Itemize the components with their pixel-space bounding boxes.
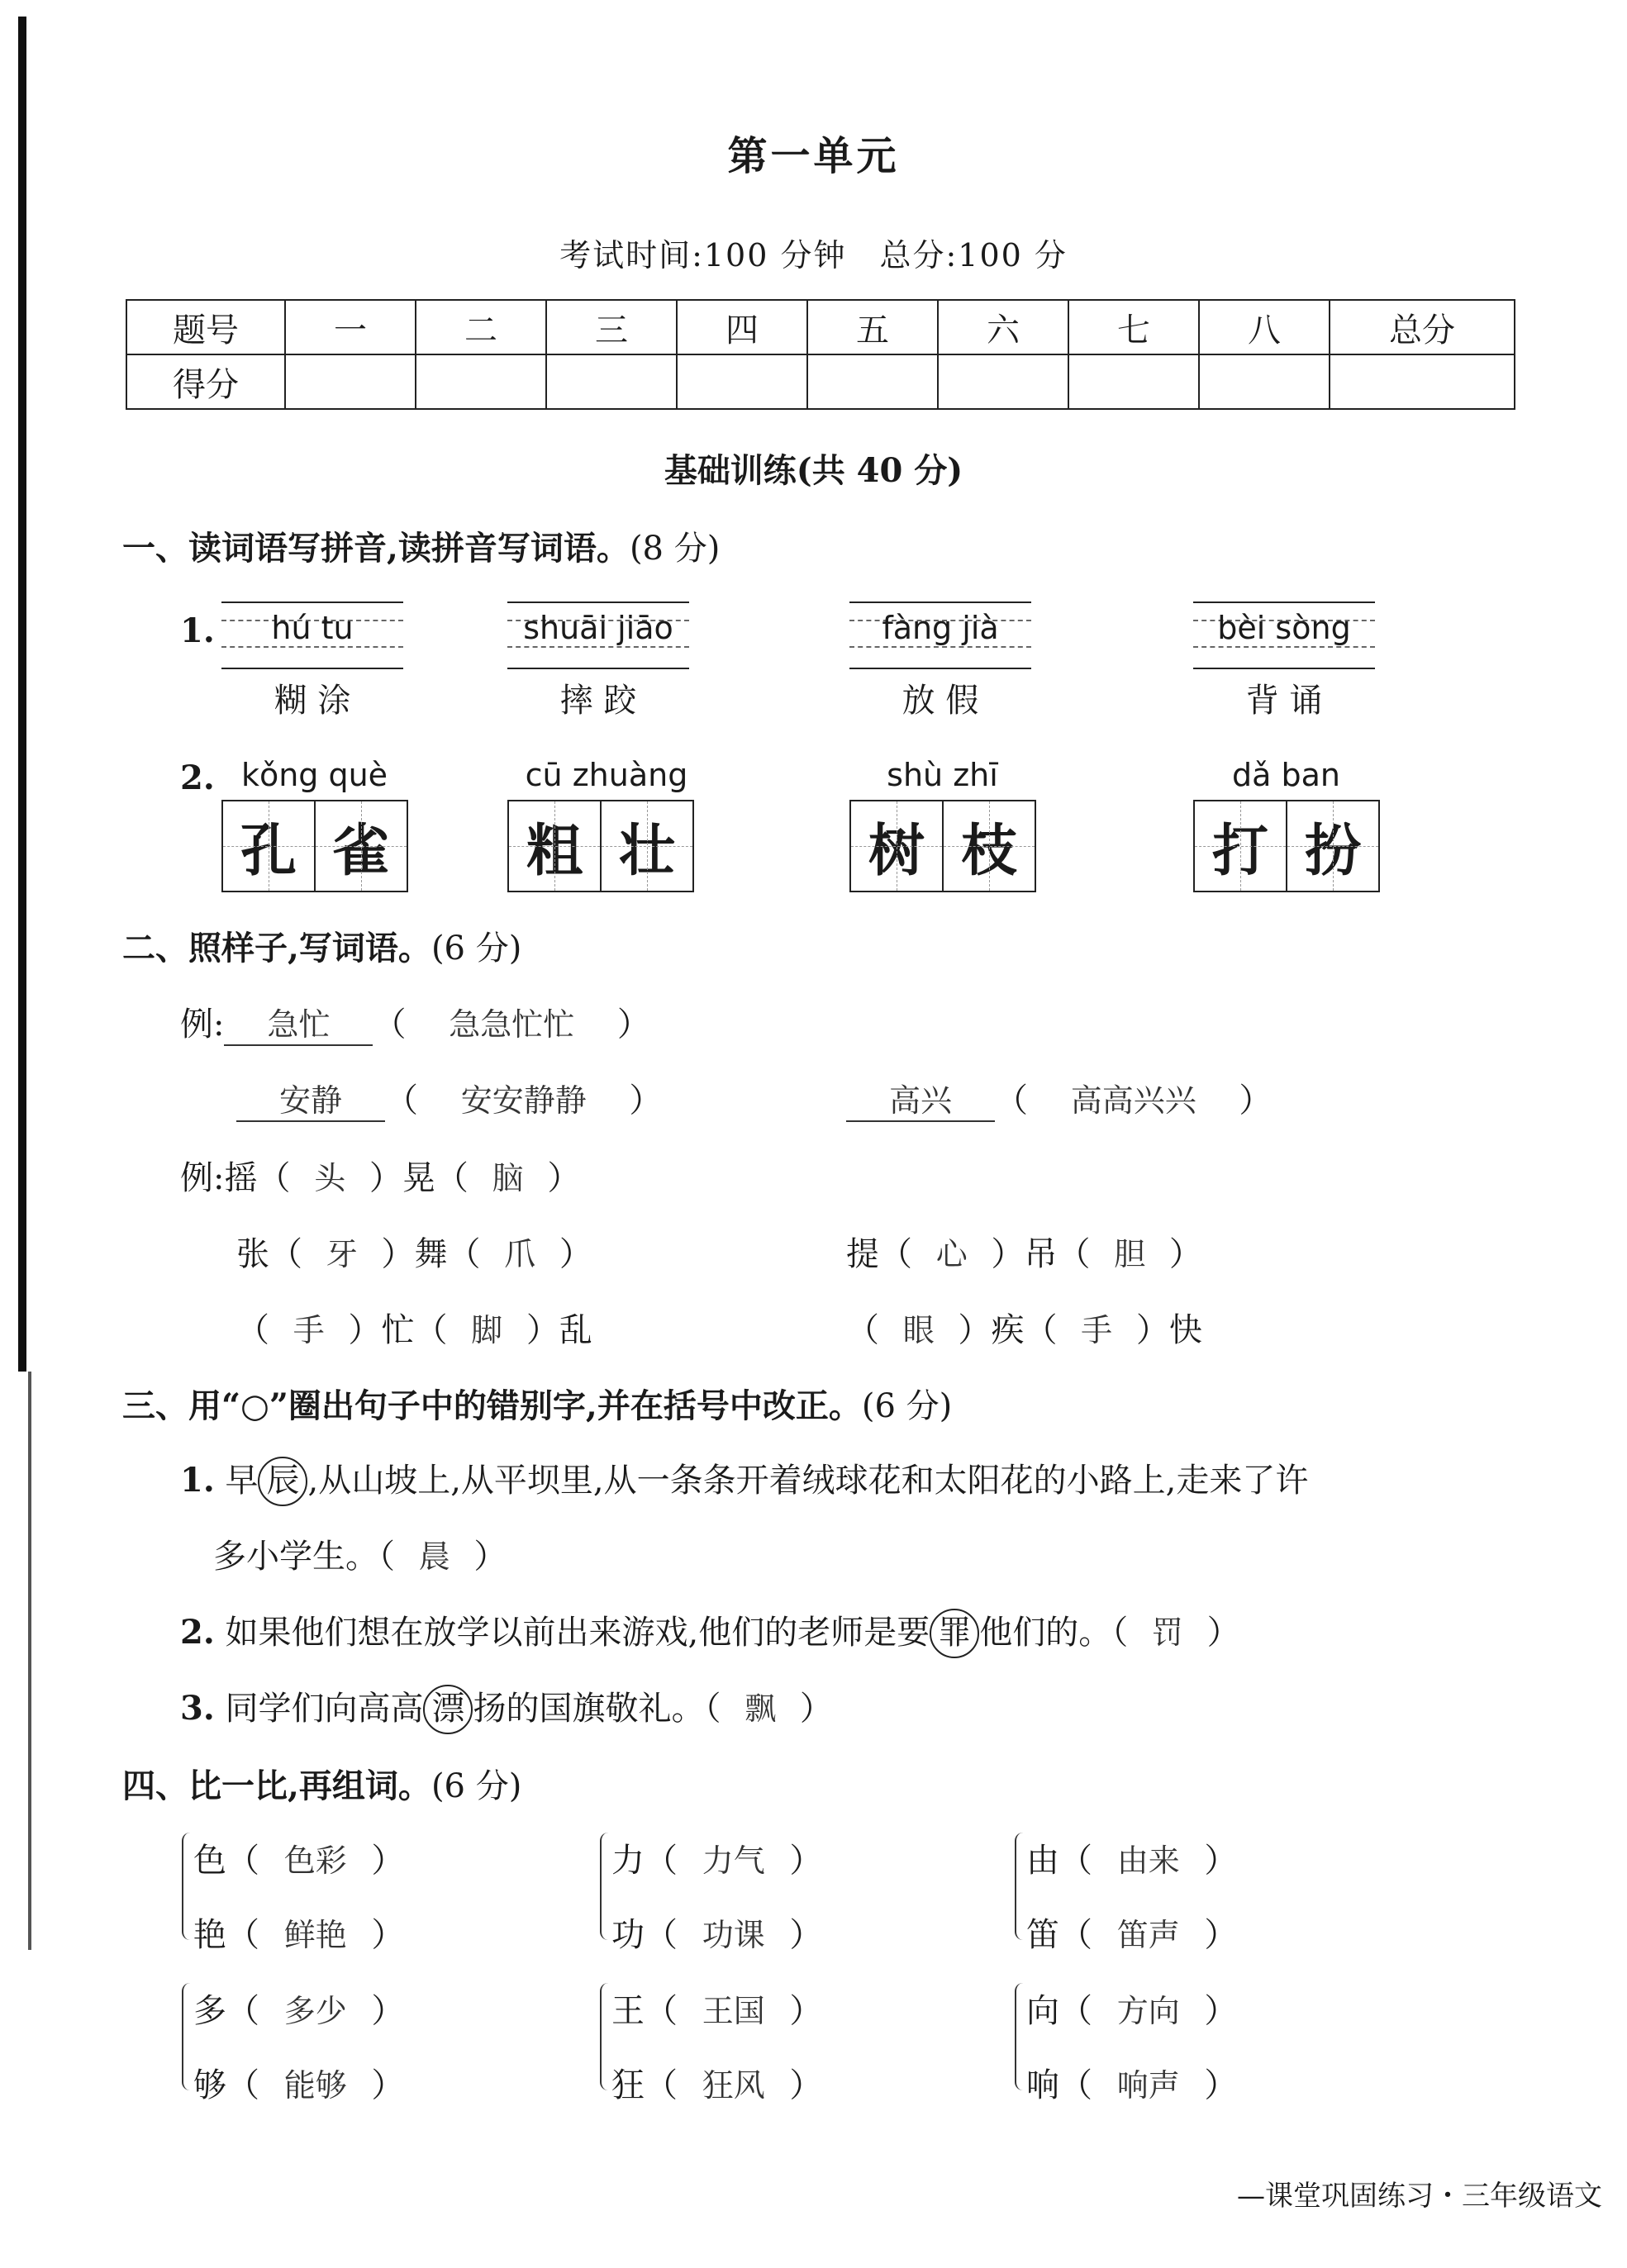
character-cell: 枝 xyxy=(942,801,1035,891)
score-cell xyxy=(677,354,807,409)
idiom-char: 吊 xyxy=(1024,1235,1058,1273)
pinyin-prompt: cū zhuàng xyxy=(525,757,688,793)
compare-char: 狂 xyxy=(611,2066,645,2104)
question-3-text: 三、用“○”圈出句子中的错别字,并在括号中改正。 xyxy=(122,1386,862,1425)
score-cell xyxy=(546,354,677,409)
compare-answer: 方向 xyxy=(1116,1993,1180,2029)
compare-char: 艳 xyxy=(193,1916,226,1954)
example-answer: 头 xyxy=(314,1160,346,1196)
score-header-cell: 题号 xyxy=(126,300,285,354)
compare-answer: 狂风 xyxy=(702,2067,765,2104)
q3-sentence-1 xyxy=(180,1454,1308,1506)
sentence-text: 如果他们想在放学以前出来游戏,他们的老师是要 xyxy=(225,1614,930,1652)
score-table-header-row xyxy=(126,300,1515,354)
compare-char: 力 xyxy=(611,1842,645,1880)
example-word: 急忙 xyxy=(224,999,373,1046)
page-footer: —课堂巩固练习・三年级语文 xyxy=(1237,2180,1602,2213)
binding-edge-shadow xyxy=(28,1372,31,1950)
compare-item: 色（ 色彩 ） xyxy=(193,1834,404,1881)
character-writing-box xyxy=(221,800,408,892)
example-char: 摇 xyxy=(224,1159,258,1197)
idiom-char: 张 xyxy=(236,1235,269,1273)
q2-idiom-item: （ 手 ）忙（ 脚 ）乱 xyxy=(236,1304,592,1351)
score-header-cell: 七 xyxy=(1068,300,1199,354)
sentence-number: 1. xyxy=(180,1461,215,1500)
character-cell: 打 xyxy=(1195,801,1286,891)
compare-item: 王（ 王国 ） xyxy=(611,1985,822,2032)
idiom-char: 乱 xyxy=(559,1311,592,1349)
character-cell: 粗 xyxy=(509,801,600,891)
compare-char: 响 xyxy=(1026,2066,1059,2104)
character-cell: 树 xyxy=(851,801,942,891)
q2-example-2: 例:摇（ 头 ）晃（ 脑 ） xyxy=(180,1152,580,1199)
idiom-answer: 眼 xyxy=(902,1312,935,1348)
compare-char: 向 xyxy=(1026,1992,1059,2030)
compare-answer: 响声 xyxy=(1116,2067,1180,2104)
score-header-cell: 四 xyxy=(677,300,807,354)
answer-word: 高高兴兴 xyxy=(1070,1082,1196,1119)
compare-char: 色 xyxy=(193,1842,226,1880)
pinyin-prompt: shù zhī xyxy=(887,757,998,793)
score-header-cell: 三 xyxy=(546,300,677,354)
question-2-heading xyxy=(122,922,521,969)
compare-answer: 功课 xyxy=(702,1917,765,1953)
answer-word: 安安静静 xyxy=(460,1082,587,1119)
q2-example-1: 例: 急忙 （ 急急忙忙 ） xyxy=(180,998,650,1046)
q3-sentence-1-cont: 多小学生。（ 晨 ） xyxy=(213,1530,507,1577)
idiom-answer: 爪 xyxy=(504,1236,536,1272)
idiom-answer: 胆 xyxy=(1114,1236,1146,1272)
correction-answer: 飘 xyxy=(745,1690,777,1727)
pinyin-answer: bèi sòng xyxy=(1217,610,1351,646)
idiom-answer: 手 xyxy=(293,1312,325,1348)
question-3-heading xyxy=(122,1380,952,1427)
pinyin-answer: hú tu xyxy=(271,610,354,646)
compare-answer: 能够 xyxy=(283,2067,347,2104)
sentence-text: ,从山坡上,从平坝里,从一条条开着绒球花和太阳花的小路上,走来了许 xyxy=(307,1462,1309,1500)
character-writing-box xyxy=(507,800,694,892)
question-3-points: (6 分) xyxy=(861,1387,953,1425)
sentence-number: 2. xyxy=(180,1613,215,1652)
character-cell: 扮 xyxy=(1286,801,1378,891)
question-2-text: 二、照样子,写词语。 xyxy=(122,929,431,968)
section-title: 基础训练(共 40 分) xyxy=(664,451,963,490)
q2-idiom-item: （ 眼 ）疾（ 手 ）快 xyxy=(846,1304,1202,1351)
word-label: 糊 涂 xyxy=(274,682,351,720)
compare-item: 由（ 由来 ） xyxy=(1026,1834,1237,1881)
compare-answer: 由来 xyxy=(1116,1842,1180,1879)
character-cell: 雀 xyxy=(314,801,407,891)
given-word: 安静 xyxy=(236,1075,385,1122)
idiom-char: 快 xyxy=(1168,1311,1202,1349)
compare-answer: 王国 xyxy=(702,1993,765,2029)
correction-answer: 罚 xyxy=(1151,1614,1183,1651)
q2-idiom-item: 提（ 心 ）吊（ 胆 ） xyxy=(846,1228,1202,1275)
compare-item: 响（ 响声 ） xyxy=(1026,2059,1237,2106)
idiom-char: 忙 xyxy=(381,1311,415,1349)
sentence-text: 早 xyxy=(225,1462,259,1500)
q2-item: 安静 （ 安安静静 ） xyxy=(236,1074,662,1122)
pinyin-answer: shuāi jiāo xyxy=(523,610,673,646)
question-4-points: (6 分) xyxy=(431,1767,522,1805)
compare-answer: 力气 xyxy=(702,1842,765,1879)
score-header-cell: 六 xyxy=(938,300,1068,354)
pinyin-answer: fàng jià xyxy=(882,610,999,646)
q3-sentence-2: 2. 如果他们想在放学以前出来游戏,他们的老师是要 罪 他们的。（ 罚 ） xyxy=(180,1606,1240,1658)
q3-sentence-3: 3. 同学们向高高 漂 扬的国旗敬礼。（ 飘 ） xyxy=(180,1682,833,1734)
character-cell: 孔 xyxy=(223,801,314,891)
circled-wrong-char: 辰 xyxy=(258,1457,307,1506)
circled-wrong-char: 漂 xyxy=(423,1685,473,1734)
question-4-heading xyxy=(122,1760,521,1807)
score-cell xyxy=(1330,354,1515,409)
example-answer: 急急忙忙 xyxy=(449,1006,575,1043)
compare-answer: 色彩 xyxy=(283,1842,347,1879)
sentence-text: 他们的。 xyxy=(979,1614,1112,1652)
compare-item: 笛（ 笛声 ） xyxy=(1026,1909,1237,1956)
compare-answer: 多少 xyxy=(283,1993,347,2029)
sentence-text: 同学们向高高 xyxy=(225,1690,424,1728)
compare-char: 王 xyxy=(611,1992,645,2030)
example-char: 晃 xyxy=(402,1159,435,1197)
compare-item: 狂（ 狂风 ） xyxy=(611,2059,822,2106)
score-header-cell: 五 xyxy=(807,300,938,354)
score-cell xyxy=(807,354,938,409)
word-label: 背 诵 xyxy=(1245,682,1323,720)
word-label: 摔 跤 xyxy=(559,682,637,720)
idiom-answer: 脚 xyxy=(471,1312,503,1348)
idiom-char: 提 xyxy=(846,1235,879,1273)
question-2-points: (6 分) xyxy=(431,930,522,968)
score-cell xyxy=(938,354,1068,409)
score-header-cell: 一 xyxy=(285,300,416,354)
pinyin-prompt: kǒng què xyxy=(240,757,388,793)
circled-wrong-char: 罪 xyxy=(930,1609,979,1658)
compare-item: 艳（ 鲜艳 ） xyxy=(193,1909,404,1956)
question-1-heading xyxy=(122,522,720,569)
example-label: 例: xyxy=(180,1159,225,1197)
compare-char: 由 xyxy=(1026,1842,1059,1880)
sentence-text: 多小学生。 xyxy=(213,1538,378,1576)
compare-answer: 笛声 xyxy=(1116,1917,1180,1953)
compare-item: 力（ 力气 ） xyxy=(611,1834,822,1881)
page-title: 第一单元 xyxy=(727,133,900,179)
question-4-text: 四、比一比,再组词。 xyxy=(122,1766,431,1805)
idiom-answer: 手 xyxy=(1081,1312,1113,1348)
question-1-points: (8 分) xyxy=(629,530,721,568)
given-word: 高兴 xyxy=(846,1075,995,1122)
compare-answer: 鲜艳 xyxy=(283,1917,347,1953)
compare-item: 功（ 功课 ） xyxy=(611,1909,822,1956)
sentence-text: 扬的国旗敬礼。 xyxy=(473,1690,705,1728)
score-cell xyxy=(1068,354,1199,409)
score-table xyxy=(126,299,1515,410)
example-answer: 脑 xyxy=(492,1160,524,1196)
example-label: 例: xyxy=(180,1006,225,1044)
score-cell xyxy=(416,354,546,409)
score-header-cell: 八 xyxy=(1199,300,1330,354)
q1-part2-label: 2. xyxy=(180,758,215,797)
character-cell: 壮 xyxy=(600,801,692,891)
score-cell xyxy=(285,354,416,409)
character-writing-box xyxy=(1193,800,1380,892)
score-header-cell: 二 xyxy=(416,300,546,354)
compare-char: 多 xyxy=(193,1992,226,2030)
character-writing-box xyxy=(849,800,1036,892)
score-cell xyxy=(1199,354,1330,409)
exam-info: 考试时间:100 分钟 总分:100 分 xyxy=(559,237,1068,273)
q2-idiom-item: 张（ 牙 ）舞（ 爪 ） xyxy=(236,1228,592,1275)
word-label: 放 假 xyxy=(902,682,979,720)
idiom-answer: 牙 xyxy=(326,1236,358,1272)
correction-answer: 晨 xyxy=(418,1538,450,1575)
idiom-answer: 心 xyxy=(935,1236,968,1272)
compare-item: 够（ 能够 ） xyxy=(193,2059,404,2106)
score-row-label: 得分 xyxy=(126,354,285,409)
question-1-text: 一、读词语写拼音,读拼音写词语。 xyxy=(122,529,630,568)
sentence-number: 3. xyxy=(180,1689,215,1728)
compare-item: 多（ 多少 ） xyxy=(193,1985,404,2032)
compare-char: 功 xyxy=(611,1916,645,1954)
q1-part1-label: 1. xyxy=(180,611,215,650)
score-header-cell: 总分 xyxy=(1330,300,1515,354)
score-table-score-row xyxy=(126,354,1515,409)
compare-item: 向（ 方向 ） xyxy=(1026,1985,1237,2032)
idiom-char: 疾 xyxy=(991,1311,1025,1349)
pinyin-prompt: dǎ ban xyxy=(1232,757,1340,793)
q2-item: 高兴 （ 高高兴兴 ） xyxy=(846,1074,1272,1122)
binding-edge xyxy=(18,17,26,1372)
compare-char: 够 xyxy=(193,2066,226,2104)
idiom-char: 舞 xyxy=(414,1235,448,1273)
compare-char: 笛 xyxy=(1026,1916,1059,1954)
